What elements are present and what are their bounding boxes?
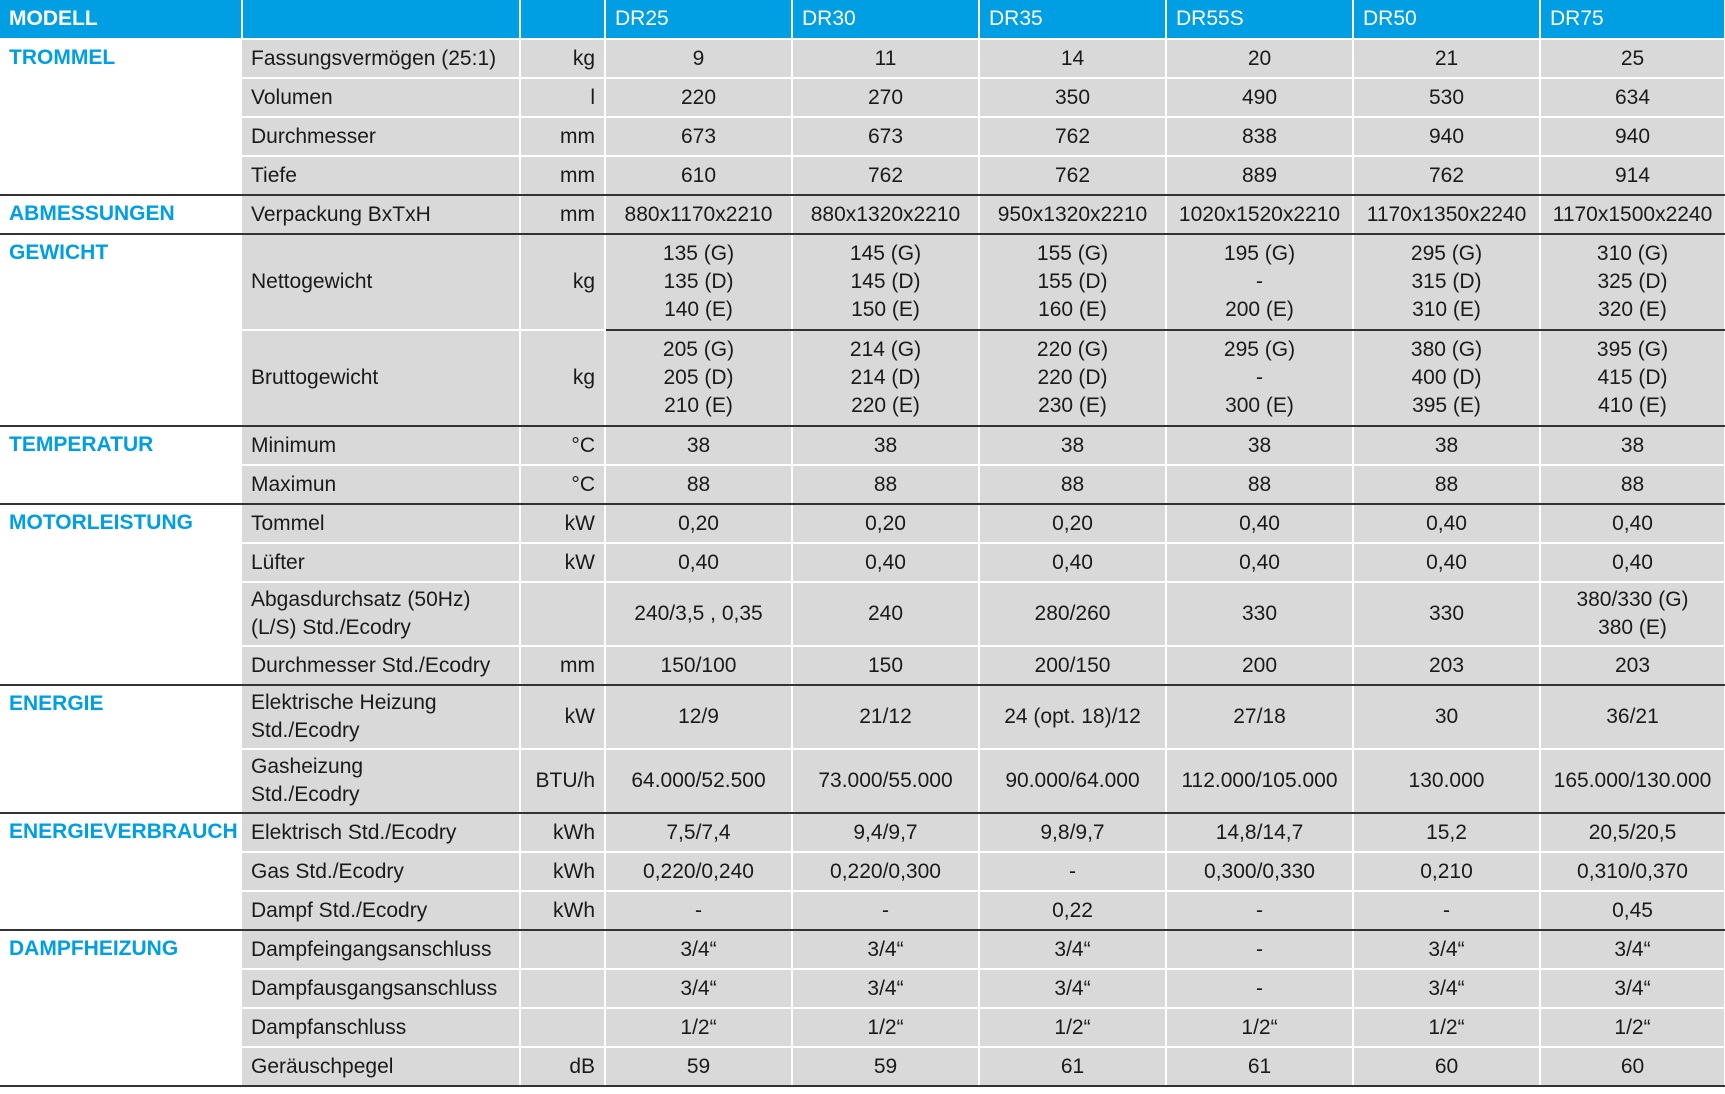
- category-motorleistung: MOTORLEISTUNG: [0, 504, 242, 685]
- cell-line: 195 (G): [1223, 242, 1296, 265]
- row-label: Tommel: [242, 504, 520, 543]
- value-cell-dr35: 88: [979, 465, 1166, 504]
- value-cell-dr75: 0,310/0,370: [1540, 852, 1725, 891]
- row-label: Tiefe: [242, 156, 520, 195]
- category-trommel: TROMMEL: [0, 39, 242, 195]
- row-unit: [520, 969, 605, 1008]
- table-row: [0, 582, 1725, 646]
- cell-line: 210 (E): [664, 394, 733, 417]
- value-cell-dr55s: 112.000/105.000: [1166, 749, 1353, 813]
- row-unit: kW: [520, 685, 605, 749]
- value-cell-dr50: 1/2“: [1353, 1008, 1540, 1047]
- value-cell-dr75: 203: [1540, 646, 1725, 685]
- row-label: Dampfanschluss: [242, 1008, 520, 1047]
- table-row: [0, 330, 1725, 426]
- value-cell-dr25: [605, 330, 792, 426]
- value-cell-dr75: 3/4“: [1540, 930, 1725, 969]
- cell-line: Std./Ecodry: [251, 719, 360, 742]
- row-unit: BTU/h: [520, 749, 605, 813]
- cell-line: 300 (E): [1225, 394, 1294, 417]
- value-cell-dr25: 0,220/0,240: [605, 852, 792, 891]
- value-cell-dr30: 240: [792, 582, 979, 646]
- cell-line: 220 (E): [851, 394, 920, 417]
- cell-line: 135 (G): [662, 242, 735, 265]
- value-cell-dr75: 165.000/130.000: [1540, 749, 1725, 813]
- value-cell-dr35: 280/260: [979, 582, 1166, 646]
- value-cell-dr75: 1/2“: [1540, 1008, 1725, 1047]
- value-cell-dr25: -: [605, 891, 792, 930]
- value-cell-dr75: 36/21: [1540, 685, 1725, 749]
- model-header-dr35: DR35: [979, 0, 1166, 39]
- row-label: Volumen: [242, 78, 520, 117]
- unit-header-cell: [520, 0, 605, 39]
- value-cell-dr50: 60: [1353, 1047, 1540, 1086]
- row-unit: mm: [520, 156, 605, 195]
- table-row: [0, 646, 1725, 685]
- table-row: [0, 685, 1725, 749]
- value-cell-dr35: 762: [979, 156, 1166, 195]
- cell-line: 200 (E): [1225, 298, 1294, 321]
- value-cell-dr75: 1170x1500x2240: [1540, 195, 1725, 234]
- value-cell-dr50: 21: [1353, 39, 1540, 78]
- table-row: [0, 117, 1725, 156]
- row-unit: kg: [520, 39, 605, 78]
- model-header-dr50: DR50: [1353, 0, 1540, 39]
- row-unit: kg: [520, 234, 605, 330]
- label-header-cell: [242, 0, 520, 39]
- value-cell-dr25: 9: [605, 39, 792, 78]
- table-row: [0, 39, 1725, 78]
- value-cell-dr55s: 490: [1166, 78, 1353, 117]
- row-label: Maximun: [242, 465, 520, 504]
- value-cell-dr25: 12/9: [605, 685, 792, 749]
- value-cell-dr30: 0,40: [792, 543, 979, 582]
- value-cell-dr25: 3/4“: [605, 930, 792, 969]
- value-cell-dr55s: 1020x1520x2210: [1166, 195, 1353, 234]
- model-header-dr55s: DR55S: [1166, 0, 1353, 39]
- value-cell-dr30: 1/2“: [792, 1008, 979, 1047]
- cell-line: 415 (D): [1597, 366, 1668, 389]
- value-cell-dr55s: 889: [1166, 156, 1353, 195]
- value-cell-dr35: 950x1320x2210: [979, 195, 1166, 234]
- value-cell-dr50: 203: [1353, 646, 1540, 685]
- row-unit: l: [520, 78, 605, 117]
- row-label: Verpackung BxTxH: [242, 195, 520, 234]
- cell-line: 400 (D): [1411, 366, 1482, 389]
- row-unit: kWh: [520, 852, 605, 891]
- row-unit: kg: [520, 330, 605, 426]
- value-cell-dr50: 0,40: [1353, 504, 1540, 543]
- value-cell-dr30: 150: [792, 646, 979, 685]
- value-cell-dr35: 24 (opt. 18)/12: [979, 685, 1166, 749]
- value-cell-dr30: 73.000/55.000: [792, 749, 979, 813]
- cell-line: 214 (D): [850, 366, 921, 389]
- table-row: [0, 465, 1725, 504]
- value-cell-dr50: 3/4“: [1353, 930, 1540, 969]
- table-row: [0, 749, 1725, 813]
- cell-line: 160 (E): [1038, 298, 1107, 321]
- table-row: [0, 156, 1725, 195]
- value-cell-dr55s: -: [1166, 891, 1353, 930]
- row-unit: [520, 582, 605, 646]
- value-cell-dr75: 3/4“: [1540, 969, 1725, 1008]
- row-label: Fassungsvermögen (25:1): [242, 39, 520, 78]
- row-unit: °C: [520, 426, 605, 465]
- value-cell-dr50: 530: [1353, 78, 1540, 117]
- cell-line: Abgasdurchsatz (50Hz): [251, 588, 471, 611]
- value-cell-dr30: 880x1320x2210: [792, 195, 979, 234]
- cell-line: 380 (E): [1598, 616, 1667, 639]
- table-row: [0, 852, 1725, 891]
- value-cell-dr25: 0,40: [605, 543, 792, 582]
- value-cell-dr35: 9,8/9,7: [979, 813, 1166, 852]
- value-cell-dr35: 90.000/64.000: [979, 749, 1166, 813]
- value-cell-dr35: 350: [979, 78, 1166, 117]
- row-label: Durchmesser: [242, 117, 520, 156]
- table-row: [0, 426, 1725, 465]
- value-cell-dr55s: -: [1166, 930, 1353, 969]
- cell-line: 325 (D): [1597, 270, 1668, 293]
- table-row: [0, 195, 1725, 234]
- row-unit: kWh: [520, 813, 605, 852]
- value-cell-dr25: 610: [605, 156, 792, 195]
- cell-line: 145 (G): [849, 242, 922, 265]
- value-cell-dr50: 3/4“: [1353, 969, 1540, 1008]
- value-cell-dr75: 20,5/20,5: [1540, 813, 1725, 852]
- row-label: Bruttogewicht: [242, 330, 520, 426]
- value-cell-dr30: -: [792, 891, 979, 930]
- row-label: [242, 749, 520, 813]
- value-cell-dr75: [1540, 582, 1725, 646]
- cell-line: 315 (D): [1411, 270, 1482, 293]
- row-label: [242, 685, 520, 749]
- cell-line: 145 (D): [850, 270, 921, 293]
- cell-line: 214 (G): [849, 338, 922, 361]
- value-cell-dr30: 38: [792, 426, 979, 465]
- value-cell-dr25: 150/100: [605, 646, 792, 685]
- cell-line: 220 (D): [1037, 366, 1108, 389]
- row-label: Geräuschpegel: [242, 1047, 520, 1086]
- cell-line: 155 (G): [1036, 242, 1109, 265]
- cell-line: 410 (E): [1598, 394, 1667, 417]
- row-label: Durchmesser Std./Ecodry: [242, 646, 520, 685]
- value-cell-dr50: 38: [1353, 426, 1540, 465]
- category-energie: ENERGIE: [0, 685, 242, 813]
- cell-line: 140 (E): [664, 298, 733, 321]
- value-cell-dr50: 0,40: [1353, 543, 1540, 582]
- value-cell-dr35: 200/150: [979, 646, 1166, 685]
- category-energieverbrauch: ENERGIEVERBRAUCH: [0, 813, 242, 930]
- row-label: Lüfter: [242, 543, 520, 582]
- value-cell-dr50: 762: [1353, 156, 1540, 195]
- value-cell-dr50: 130.000: [1353, 749, 1540, 813]
- row-label: Dampfeingangsanschluss: [242, 930, 520, 969]
- value-cell-dr75: 634: [1540, 78, 1725, 117]
- value-cell-dr30: 3/4“: [792, 930, 979, 969]
- cell-line: 135 (D): [663, 270, 734, 293]
- value-cell-dr35: 3/4“: [979, 930, 1166, 969]
- row-label: Dampf Std./Ecodry: [242, 891, 520, 930]
- value-cell-dr25: 673: [605, 117, 792, 156]
- cell-line: 220 (G): [1036, 338, 1109, 361]
- value-cell-dr35: 1/2“: [979, 1008, 1166, 1047]
- value-cell-dr75: 60: [1540, 1047, 1725, 1086]
- value-cell-dr50: -: [1353, 891, 1540, 930]
- value-cell-dr30: 762: [792, 156, 979, 195]
- table-row: [0, 930, 1725, 969]
- table-row: [0, 504, 1725, 543]
- value-cell-dr75: 88: [1540, 465, 1725, 504]
- value-cell-dr50: 940: [1353, 117, 1540, 156]
- table-row: [0, 1047, 1725, 1086]
- value-cell-dr35: 38: [979, 426, 1166, 465]
- value-cell-dr55s: 0,300/0,330: [1166, 852, 1353, 891]
- value-cell-dr50: [1353, 234, 1540, 330]
- value-cell-dr25: 38: [605, 426, 792, 465]
- value-cell-dr75: [1540, 234, 1725, 330]
- value-cell-dr35: 61: [979, 1047, 1166, 1086]
- cell-line: 310 (G): [1596, 242, 1669, 265]
- row-unit: kW: [520, 543, 605, 582]
- value-cell-dr75: 25: [1540, 39, 1725, 78]
- value-cell-dr30: 88: [792, 465, 979, 504]
- value-cell-dr35: 0,22: [979, 891, 1166, 930]
- value-cell-dr30: 0,220/0,300: [792, 852, 979, 891]
- value-cell-dr25: 0,20: [605, 504, 792, 543]
- value-cell-dr55s: 200: [1166, 646, 1353, 685]
- cell-line: 380/330 (G): [1576, 588, 1689, 611]
- table-row: [0, 78, 1725, 117]
- value-cell-dr35: [979, 234, 1166, 330]
- header-row: [0, 0, 1725, 39]
- category-gewicht: GEWICHT: [0, 234, 242, 426]
- row-label: Nettogewicht: [242, 234, 520, 330]
- cell-line: 395 (E): [1412, 394, 1481, 417]
- row-unit: mm: [520, 646, 605, 685]
- cell-line: Std./Ecodry: [251, 783, 360, 806]
- value-cell-dr55s: 27/18: [1166, 685, 1353, 749]
- row-unit: °C: [520, 465, 605, 504]
- value-cell-dr55s: 0,40: [1166, 543, 1353, 582]
- value-cell-dr50: 30: [1353, 685, 1540, 749]
- spec-body: [0, 39, 1725, 1086]
- value-cell-dr55s: -: [1166, 969, 1353, 1008]
- table-row: [0, 1008, 1725, 1047]
- value-cell-dr25: 64.000/52.500: [605, 749, 792, 813]
- value-cell-dr25: 59: [605, 1047, 792, 1086]
- value-cell-dr50: 15,2: [1353, 813, 1540, 852]
- value-cell-dr75: 0,40: [1540, 543, 1725, 582]
- table-row: [0, 813, 1725, 852]
- model-header-dr75: DR75: [1540, 0, 1725, 39]
- value-cell-dr35: 0,20: [979, 504, 1166, 543]
- value-cell-dr75: 0,45: [1540, 891, 1725, 930]
- cell-line: 380 (G): [1410, 338, 1483, 361]
- table-row: [0, 969, 1725, 1008]
- cell-line: 295 (G): [1223, 338, 1296, 361]
- cell-line: (L/S) Std./Ecodry: [251, 616, 411, 639]
- value-cell-dr30: 11: [792, 39, 979, 78]
- value-cell-dr55s: 61: [1166, 1047, 1353, 1086]
- cell-line: 205 (G): [662, 338, 735, 361]
- value-cell-dr55s: [1166, 330, 1353, 426]
- cell-line: 320 (E): [1598, 298, 1667, 321]
- value-cell-dr50: 88: [1353, 465, 1540, 504]
- category-abmessungen: ABMESSUNGEN: [0, 195, 242, 234]
- row-unit: mm: [520, 195, 605, 234]
- value-cell-dr25: 3/4“: [605, 969, 792, 1008]
- value-cell-dr25: 88: [605, 465, 792, 504]
- value-cell-dr55s: 330: [1166, 582, 1353, 646]
- value-cell-dr25: 1/2“: [605, 1008, 792, 1047]
- category-dampfheizung: DAMPFHEIZUNG: [0, 930, 242, 1086]
- value-cell-dr75: 0,40: [1540, 504, 1725, 543]
- value-cell-dr35: [979, 330, 1166, 426]
- value-cell-dr30: 9,4/9,7: [792, 813, 979, 852]
- value-cell-dr25: 240/3,5 , 0,35: [605, 582, 792, 646]
- cell-line: -: [1256, 366, 1263, 389]
- row-label: Minimum: [242, 426, 520, 465]
- value-cell-dr75: 38: [1540, 426, 1725, 465]
- row-label: Elektrisch Std./Ecodry: [242, 813, 520, 852]
- row-unit: kWh: [520, 891, 605, 930]
- value-cell-dr30: [792, 234, 979, 330]
- row-unit: kW: [520, 504, 605, 543]
- value-cell-dr35: 0,40: [979, 543, 1166, 582]
- model-header-dr30: DR30: [792, 0, 979, 39]
- value-cell-dr35: 762: [979, 117, 1166, 156]
- row-unit: [520, 1008, 605, 1047]
- cell-line: -: [1256, 270, 1263, 293]
- value-cell-dr30: 3/4“: [792, 969, 979, 1008]
- model-header-dr25: DR25: [605, 0, 792, 39]
- row-unit: mm: [520, 117, 605, 156]
- cell-line: Gasheizung: [251, 755, 364, 778]
- value-cell-dr25: 880x1170x2210: [605, 195, 792, 234]
- value-cell-dr25: [605, 234, 792, 330]
- value-cell-dr50: 330: [1353, 582, 1540, 646]
- value-cell-dr30: 270: [792, 78, 979, 117]
- value-cell-dr55s: 0,40: [1166, 504, 1353, 543]
- cell-line: 155 (D): [1037, 270, 1108, 293]
- cell-line: 230 (E): [1038, 394, 1107, 417]
- row-unit: dB: [520, 1047, 605, 1086]
- table-row: [0, 234, 1725, 330]
- value-cell-dr50: 0,210: [1353, 852, 1540, 891]
- cell-line: 310 (E): [1412, 298, 1481, 321]
- value-cell-dr75: [1540, 330, 1725, 426]
- value-cell-dr55s: [1166, 234, 1353, 330]
- value-cell-dr55s: 1/2“: [1166, 1008, 1353, 1047]
- value-cell-dr35: 14: [979, 39, 1166, 78]
- model-header-label: MODELL: [0, 0, 242, 39]
- value-cell-dr50: 1170x1350x2240: [1353, 195, 1540, 234]
- value-cell-dr25: 220: [605, 78, 792, 117]
- value-cell-dr55s: 20: [1166, 39, 1353, 78]
- row-label: Dampfausgangsanschluss: [242, 969, 520, 1008]
- value-cell-dr55s: 14,8/14,7: [1166, 813, 1353, 852]
- cell-line: 150 (E): [851, 298, 920, 321]
- value-cell-dr75: 914: [1540, 156, 1725, 195]
- value-cell-dr35: -: [979, 852, 1166, 891]
- table-row: [0, 543, 1725, 582]
- cell-line: 395 (G): [1596, 338, 1669, 361]
- row-unit: [520, 930, 605, 969]
- value-cell-dr55s: 838: [1166, 117, 1353, 156]
- cell-line: 295 (G): [1410, 242, 1483, 265]
- value-cell-dr30: 0,20: [792, 504, 979, 543]
- value-cell-dr55s: 38: [1166, 426, 1353, 465]
- value-cell-dr35: 3/4“: [979, 969, 1166, 1008]
- value-cell-dr30: 59: [792, 1047, 979, 1086]
- value-cell-dr55s: 88: [1166, 465, 1353, 504]
- category-temperatur: TEMPERATUR: [0, 426, 242, 504]
- value-cell-dr50: [1353, 330, 1540, 426]
- value-cell-dr75: 940: [1540, 117, 1725, 156]
- cell-line: 205 (D): [663, 366, 734, 389]
- value-cell-dr30: 21/12: [792, 685, 979, 749]
- value-cell-dr25: 7,5/7,4: [605, 813, 792, 852]
- value-cell-dr30: [792, 330, 979, 426]
- value-cell-dr30: 673: [792, 117, 979, 156]
- row-label: [242, 582, 520, 646]
- row-label: Gas Std./Ecodry: [242, 852, 520, 891]
- table-row: [0, 891, 1725, 930]
- cell-line: Elektrische Heizung: [251, 691, 437, 714]
